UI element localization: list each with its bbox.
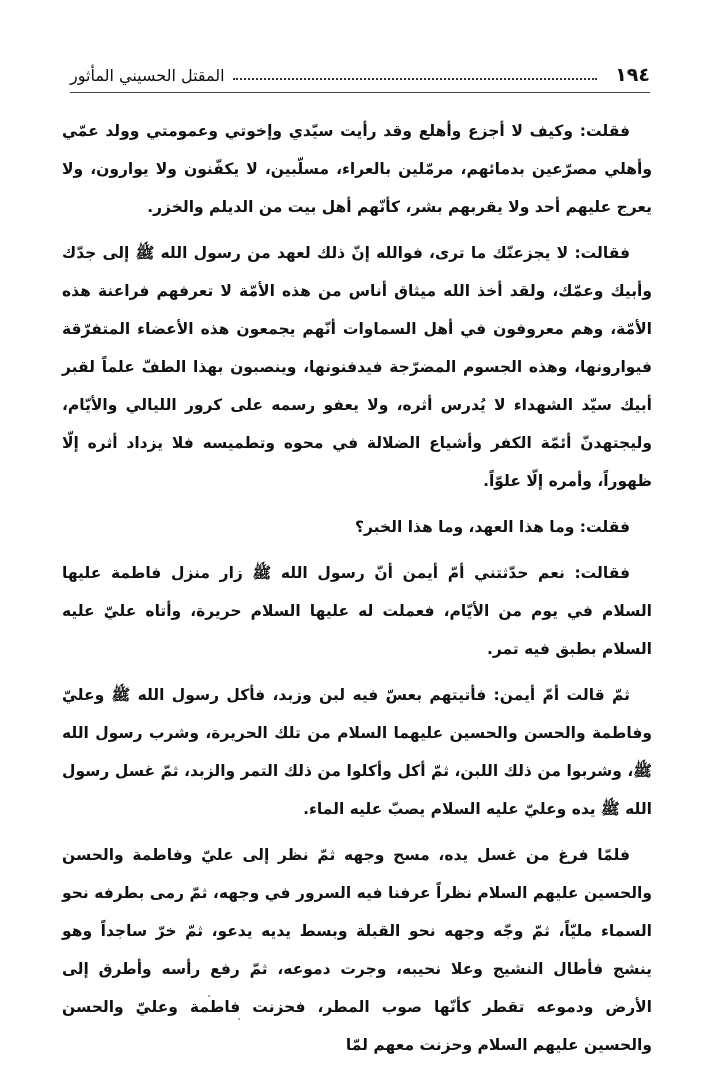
header-rule (70, 92, 650, 93)
paragraph: فقالت: نعم حدّثتني أمّ أيمن أنّ رسول الله ﷺ زار منزل فاطمة عليها السلام في يوم من الأيّام، فعملت له عليها السلام حريرة، وأتاه عليّ عليه السلام بطبق فيه تمر. (62, 564, 652, 658)
paragraph: فقالت: لا يجزعنّك ما ترى، فوالله إنّ ذلك لعهد من رسول الله ﷺ إلى جدّك وأبيك وعمّك، ولقد أخذ الله ميثاق أناس من هذه الأمّة لا تعرفهم فراعنة هذه الأمّة، وهم معروفون في أهل السماوات أنّهم يجمعون هذه الأعضاء المتفرّقة فيوارونها، وهذه الجسوم المضرّجة فيدفنونها، وينصبون بهذا الطفّ علماً لقبر أبيك سيّد الشهداء لا يُدرس أثره، ولا يعفو رسمه على كرور الليالي والأيّام، وليجتهدنّ أئمّة الكفر وأشياع الضلالة في محوه وتطميسه فلا يزداد أثره إلّا ظهوراً، وأمره إلّا علوّاً. (62, 244, 652, 490)
header-dot-leader (233, 78, 598, 80)
paragraph: ثمّ قالت أمّ أيمن: فأتيتهم بعسّ فيه لبن وزبد، فأكل رسول الله ﷺ وعليّ وفاطمة والحسن والحسين عليهما السلام من تلك الحريرة، وشرب رسول الله ﷺ، وشربوا من ذلك اللبن، ثمّ أكل وأكلوا من ذلك التمر والزبد، ثمّ غسل رسول الله ﷺ يده وعليّ عليه السلام يصبّ عليه الماء. (62, 686, 652, 818)
scan-speck (238, 1018, 240, 1020)
paragraph: فلمّا فرغ من غسل يده، مسح وجهه ثمّ نظر إلى عليّ وفاطمة والحسن والحسين عليهم السلام نظراً عرفنا فيه السرور في وجهه، ثمّ رمى بطرفه نحو السماء مليّاً، ثمّ وجّه وجهه نحو القبلة وبسط يديه يدعو، ثمّ خرّ ساجداً وهو ينشج فأطال النشيج وعلا نحيبه، وجرت دموعه، ثمّ رفع رأسه وأطرق إلى الأرض ودموعه تقطر كأنّها صوب المطر، فحزنت فاطمة وعليّ والحسن والحسين عليهم السلام وحزنت معهم لمّا (62, 846, 652, 1054)
scan-speck (208, 995, 210, 997)
body-text (62, 112, 652, 1072)
page-header (70, 60, 650, 90)
paragraph: فقلت: وكيف لا أجزع وأهلع وقد رأيت سيّدي وإخوتي وعمومتي وولد عمّي وأهلي مصرّعين بدمائهم، مرمّلين بالعراء، مسلّبين، لا يكفّنون ولا يوارون، ولا يعرج عليهم أحد ولا يقربهم بشر، كأنّهم أهل بيت من الديلم والخزر. (62, 122, 652, 216)
running-title: المقتل الحسيني المأثور (70, 65, 225, 85)
page-number: ١٩٤ (615, 64, 650, 86)
paragraph: فقلت: وما هذا العهد، وما هذا الخبر؟ (355, 518, 630, 536)
